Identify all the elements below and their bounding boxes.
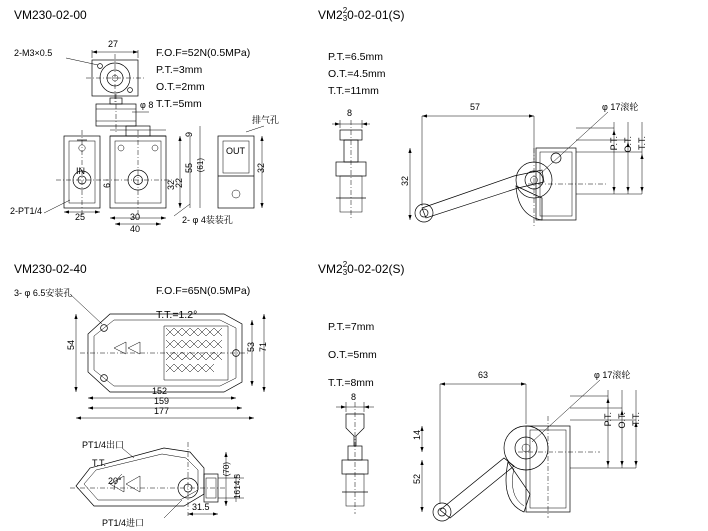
spec-line: T.T.=1.2° <box>156 309 198 321</box>
title-numerator: 2 <box>342 260 348 269</box>
spec-line: O.T.=4.5mm <box>328 68 386 80</box>
dim-57: 57 <box>470 102 481 112</box>
spec-line: T.T.=5mm <box>156 98 202 110</box>
label-roller: φ 17滚轮 <box>594 370 631 380</box>
panel-vm230-02-40 <box>14 262 304 527</box>
label-angle: 20° <box>108 476 122 486</box>
dim-6: 6 <box>102 183 112 189</box>
title-denominator: 3 <box>342 268 348 277</box>
label-port-thread: 2-PT1/4 <box>10 206 43 216</box>
dim-16: 16 <box>233 490 242 499</box>
label-port-in: IN <box>76 166 85 176</box>
label-ot: O.T. <box>617 412 627 429</box>
label-tt: T.T. <box>92 458 107 468</box>
spec-line: O.T.=5mm <box>328 349 377 361</box>
dim-61: (61) <box>196 158 205 173</box>
title-suffix: 0-02-02(S) <box>347 262 405 277</box>
title-denominator: 3 <box>342 14 348 23</box>
spec-line: F.O.F=65N(0.5MPa) <box>156 285 251 297</box>
panel-title: VM230-02-00 <box>14 8 87 22</box>
spec-line: T.T.=11mm <box>328 85 379 97</box>
dim-152: 152 <box>152 386 168 396</box>
dim-145: 14.5 <box>233 474 242 490</box>
dim-phi8: φ 8 <box>140 100 154 110</box>
label-pt: P.T. <box>603 412 613 427</box>
dim-8: 8 <box>347 108 353 118</box>
dim-27: 27 <box>108 39 119 49</box>
label-pt: P.T. <box>609 136 619 151</box>
dim-63: 63 <box>478 370 489 380</box>
dim-14: 14 <box>412 430 422 441</box>
dim-30: 30 <box>130 212 141 222</box>
spec-line: T.T.=8mm <box>328 377 374 389</box>
title-prefix: VM2 <box>318 262 343 277</box>
spec-line: F.O.F=52N(0.5MPa) <box>156 47 251 59</box>
dim-8: 8 <box>351 392 357 402</box>
label-tt: T.T. <box>637 136 647 151</box>
dim-32: 32 <box>400 176 410 187</box>
label-vent: 排气孔 <box>252 115 280 125</box>
title-numerator: 2 <box>342 6 348 15</box>
dim-53: 53 <box>246 342 256 353</box>
dim-52: 52 <box>412 474 422 485</box>
title-suffix: 0-02-01(S) <box>347 8 405 23</box>
spec-line: O.T.=2mm <box>156 81 205 93</box>
label-tt: T.T. <box>631 412 641 427</box>
label-roller: φ 17滚轮 <box>602 102 639 112</box>
label-out-port: PT1/4出口 <box>82 440 125 450</box>
label-mount-holes: 3- φ 6.5安装孔 <box>14 288 73 298</box>
label-in-port: PT1/4进口 <box>102 518 145 528</box>
panel-title: VM230-02-40 <box>14 262 87 276</box>
dim-22: 22 <box>174 178 184 189</box>
dim-177: 177 <box>154 406 170 416</box>
dim-55: 55 <box>184 163 194 174</box>
dim-thread: 2-M3×0.5 <box>14 48 53 58</box>
label-ot: O.T. <box>623 136 633 153</box>
dim-54: 54 <box>66 340 76 351</box>
spec-line: P.T.=6.5mm <box>328 51 383 63</box>
dim-159: 159 <box>154 396 170 406</box>
dim-32-right: 32 <box>256 163 266 174</box>
drawing-vm23-0-02-02s <box>318 262 698 527</box>
dim-315: 31.5 <box>192 502 210 512</box>
title-prefix: VM2 <box>318 8 343 23</box>
label-port-out: OUT <box>226 146 245 156</box>
label-mount-holes: 2- φ 4装装孔 <box>182 215 233 225</box>
dim-40: 40 <box>130 224 141 234</box>
dim-32-left: 32 <box>166 180 176 191</box>
dim-25: 25 <box>75 212 86 222</box>
panel-vm23-0-02-02s <box>318 262 698 527</box>
drawing-vm23-0-02-01s <box>318 8 698 233</box>
dim-70: (70) <box>222 462 231 477</box>
panel-vm230-02-00 <box>10 8 304 234</box>
dim-71: 71 <box>258 342 268 353</box>
dim-9: 9 <box>184 132 194 138</box>
panel-vm23-0-02-01s <box>318 8 698 233</box>
spec-line: P.T.=7mm <box>328 321 375 333</box>
spec-line: P.T.=3mm <box>156 64 203 76</box>
